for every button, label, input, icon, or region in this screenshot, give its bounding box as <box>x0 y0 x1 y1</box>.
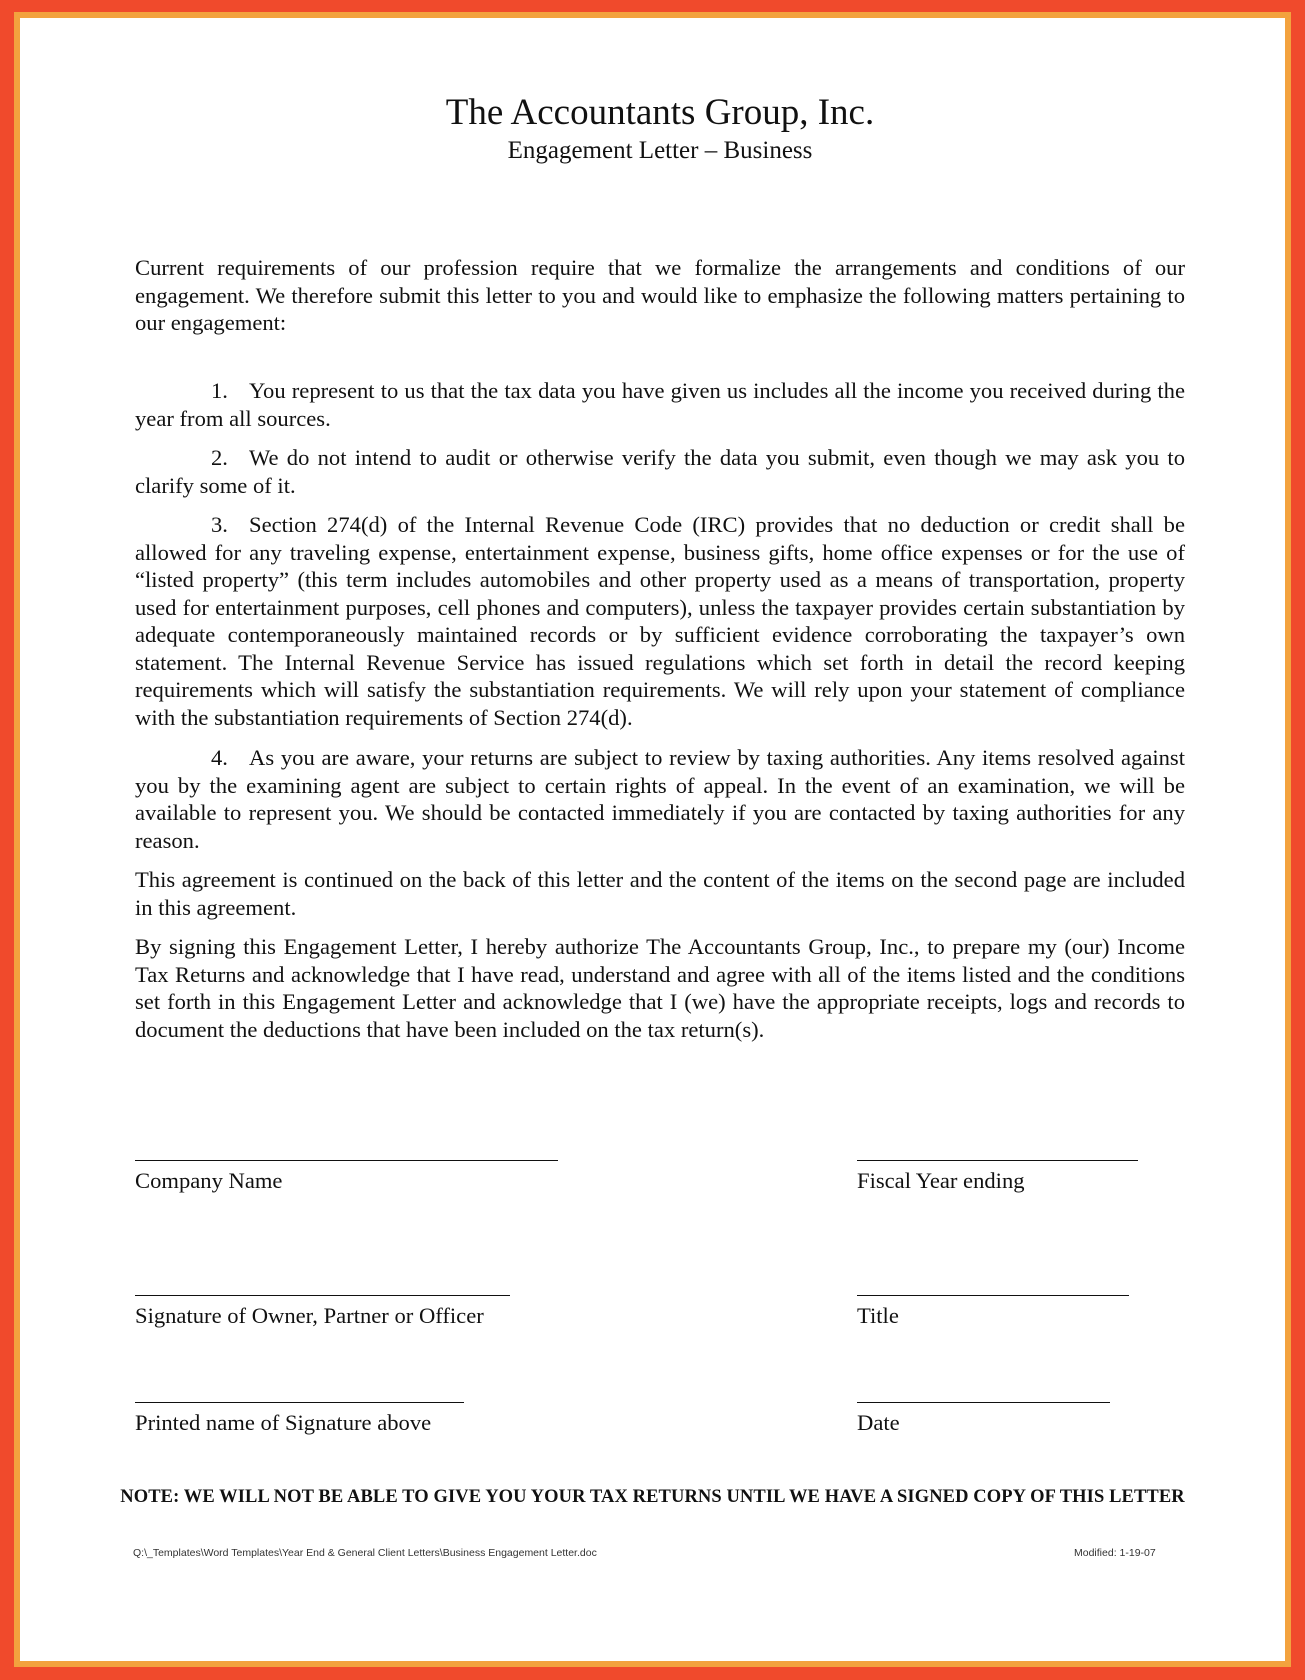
list-item <box>135 744 1185 854</box>
company-name-label: Company Name <box>135 1168 283 1193</box>
title-label: Title <box>857 1303 899 1328</box>
date-line <box>857 1402 1110 1403</box>
signature-label: Signature of Owner, Partner or Officer <box>135 1303 484 1328</box>
document-page <box>20 18 1285 1661</box>
list-item <box>135 511 1185 731</box>
fiscal-year-label: Fiscal Year ending <box>857 1168 1025 1193</box>
list-item-number: 3. <box>211 512 228 537</box>
file-path-footer: Q:\_Templates\Word Templates\Year End & General Client Letters\Business Engagement Letter.doc <box>133 1547 597 1559</box>
list-item <box>135 444 1185 499</box>
signature-line <box>135 1295 510 1296</box>
signature-note: NOTE: WE WILL NOT BE ABLE TO GIVE YOU YOUR TAX RETURNS UNTIL WE HAVE A SIGNED COPY OF THIS LETTER <box>120 1487 1185 1507</box>
list-item-text: We do not intend to audit or otherwise verify the data you submit, even though we may ask you to clarify some of it. <box>135 445 1185 498</box>
company-name-line <box>135 1160 558 1161</box>
list-item <box>135 377 1185 432</box>
list-item-text: As you are aware, your returns are subject to review by taxing authorities. Any items resolved against you by the examining agent are subject to certain rights of appeal. In the event of an examination, we will be available to represent you. We should be contacted immediately if you are contacted by taxing authorities for any reason. <box>135 745 1185 853</box>
printed-name-label: Printed name of Signature above <box>135 1410 432 1435</box>
document-subtitle: Engagement Letter – Business <box>507 137 813 164</box>
continued-paragraph: This agreement is continued on the back of this letter and the content of the items on the second page are included in this agreement. <box>135 867 1185 920</box>
list-item-number: 1. <box>211 378 228 403</box>
date-label: Date <box>857 1410 900 1435</box>
list-item-text: Section 274(d) of the Internal Revenue Code (IRC) provides that no deduction or credit shall be allowed for any traveling expense, entertainment expense, business gifts, home office expenses or for the use of “listed property” (this term includes automobiles and other property used as a means of transportation, property used for entertainment purposes, cell phones and computers), unless the taxpayer provides certain substantiation by adequate contemporaneously maintained records or by sufficient evidence corroborating the taxpayer’s own statement. The Internal Revenue Service has issued regulations which set forth in detail the record keeping requirements which will satisfy the substantiation requirements. We will rely upon your statement of compliance with the substantiation requirements of Section 274(d). <box>135 512 1185 730</box>
authorization-paragraph: By signing this Engagement Letter, I hereby authorize The Accountants Group, Inc., to prepare my (our) Income Tax Returns and acknowledge that I have read, understand and agree with all of the items listed and the conditions set forth in this Engagement Letter and acknowledge that I (we) have the appropriate receipts, logs and records to document the deductions that have been included on the tax return(s). <box>135 934 1185 1042</box>
fiscal-year-line <box>857 1160 1138 1161</box>
printed-name-line <box>135 1402 464 1403</box>
modified-date-footer: Modified: 1-19-07 <box>1074 1547 1156 1559</box>
list-item-number: 2. <box>211 445 228 470</box>
list-item-text: You represent to us that the tax data you have given us includes all the income you received during the year from all sources. <box>135 378 1185 431</box>
intro-paragraph: Current requirements of our profession require that we formalize the arrangements and conditions of our engagement. We therefore submit this letter to you and would like to emphasize the following matters pertaining to our engagement: <box>135 255 1185 335</box>
title-line <box>857 1295 1129 1296</box>
list-item-number: 4. <box>211 745 228 770</box>
company-title: The Accountants Group, Inc. <box>445 92 875 133</box>
